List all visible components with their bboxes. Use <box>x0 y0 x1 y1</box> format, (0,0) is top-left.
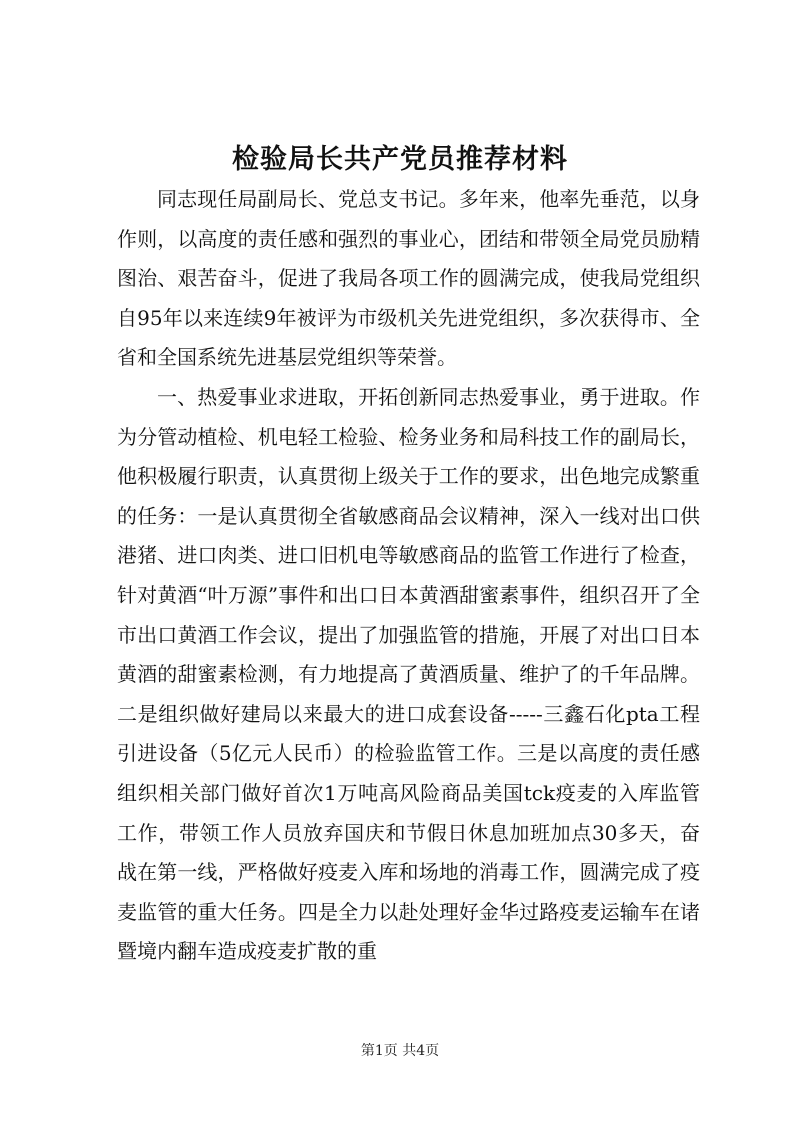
page-number-footer: 第1页 共4页 <box>360 1043 440 1059</box>
document-title: 检验局长共产党员推荐材料 <box>232 144 568 175</box>
document-body <box>117 180 700 972</box>
paragraph-intro: 同志现任局副局长、党总支书记。多年来，他率先垂范，以身作则，以高度的责任感和强烈的事业心，团结和带领全局党员励精图治、艰苦奋斗，促进了我局各项工作的圆满完成，使我局党组织自95年以来连续9年被评为市级机关先进党组织，多次获得市、全省和全国系统先进基层党组织等荣誉。 <box>117 187 700 370</box>
paragraph-section-one: 一、热爱事业求进取，开拓创新同志热爱事业，勇于进取。作为分管动植检、机电轻工检验、检务业务和局科技工作的副局长，他积极履行职责，认真贯彻上级关于工作的要求，出色地完成繁重的任务：一是认真贯彻全省敏感商品会议精神，深入一线对出口供港猪、进口肉类、进口旧机电等敏感商品的监管工作进行了检查，针对黄酒“叶万源”事件和出口日本黄酒甜蜜素事件，组织召开了全市出口黄酒工作会议，提出了加强监管的措施，开展了对出口日本黄酒的甜蜜素检测，有力地提高了黄酒质量、维护了的千年品牌。二是组织做好建局以来最大的进口成套设备-----三鑫石化pta工程引进设备（5亿元人民币）的检验监管工作。三是以高度的责任感组织相关部门做好首次1万吨高风险商品美国tck疫麦的入库监管工作，带领工作人员放弃国庆和节假日休息加班加点30多天，奋战在第一线，严格做好疫麦入库和场地的消毒工作，圆满完成了疫麦监管的重大任务。四是全力以赴处理好金华过路疫麦运输车在诸暨境内翻车造成疫麦扩散的重 <box>117 384 700 964</box>
